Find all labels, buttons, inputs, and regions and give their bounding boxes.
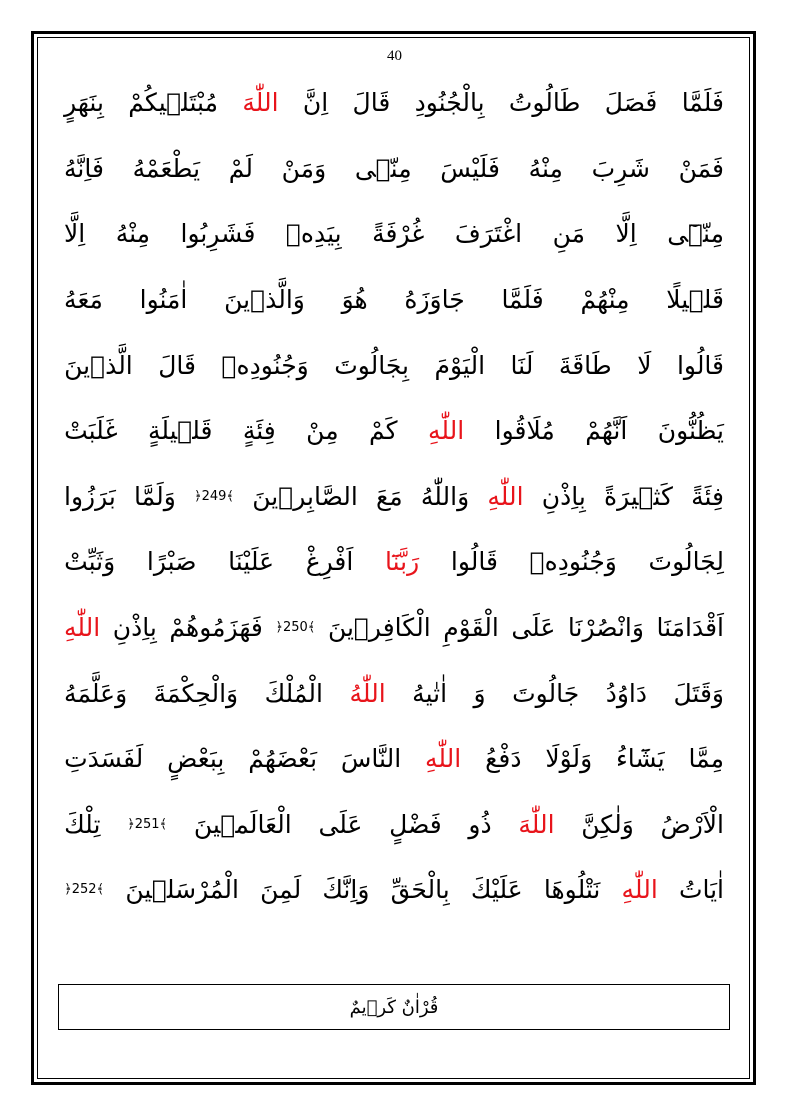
- word: عَلَيْنَا: [228, 547, 275, 577]
- word: جَاوَزَهُ: [404, 285, 465, 315]
- word: اللّٰهَ: [518, 809, 555, 839]
- word: لَا: [637, 350, 652, 380]
- word: اللّٰهُ: [349, 678, 386, 708]
- word: فَلَمَّا: [681, 88, 724, 118]
- word: بِجَالُوتَ: [334, 350, 410, 380]
- word: مَعَ: [375, 481, 403, 511]
- word: اٰمَنُوا: [139, 285, 188, 315]
- word: وَمَنْ: [281, 153, 327, 183]
- text-line: [64, 464, 724, 530]
- word: مَنِ: [552, 219, 586, 249]
- word: فِئَةٍ: [242, 416, 276, 446]
- word: مَعَهُ: [64, 285, 103, 315]
- word: بِالْحَقِّ: [390, 875, 450, 905]
- text-line: [64, 201, 724, 267]
- word: وَ: [473, 678, 486, 708]
- word: لَفَسَدَتِ: [64, 744, 144, 774]
- text-line: [64, 267, 724, 333]
- word: نَتْلُوهَا: [543, 875, 601, 905]
- word: وَلَوْلَا: [545, 744, 593, 774]
- word: بِالْجُنُودِ: [414, 88, 485, 118]
- word: قَالُوا: [450, 547, 498, 577]
- word: شَرِبَ: [591, 153, 650, 183]
- word: اِنَّ: [302, 88, 329, 118]
- word: بِاِذْنِ: [541, 481, 586, 511]
- word: الصَّابِرٖينَ: [252, 481, 358, 511]
- word: اِلَّا: [615, 219, 637, 249]
- word: كَمْ: [369, 416, 398, 446]
- word: الَّذٖينَ: [64, 350, 133, 380]
- word: يَطْعَمْهُ: [132, 153, 201, 183]
- word: قَلٖيلًا: [666, 285, 724, 315]
- word: اِلَّا: [64, 219, 86, 249]
- word: بِنَهَرٍ: [64, 88, 104, 118]
- word: يَشَٓاءُ: [616, 744, 665, 774]
- word: غُرْفَةً: [372, 219, 425, 249]
- word: مِنْهُ: [115, 219, 151, 249]
- word: وَاللّٰهُ: [420, 481, 470, 511]
- word: بِبَعْضٍ: [167, 744, 225, 774]
- word: لَمِنَ: [260, 875, 302, 905]
- word: دَاوُدُ: [605, 678, 647, 708]
- word: لَمْ: [228, 153, 253, 183]
- word: مِمَّا: [688, 744, 724, 774]
- word: اللّٰهَ: [242, 88, 279, 118]
- word: يَظُنُّونَ: [657, 416, 724, 446]
- text-line: [64, 726, 724, 792]
- word: اَقْدَامَنَا: [656, 613, 724, 643]
- word: وَالْحِكْمَةَ: [153, 678, 239, 708]
- word: وَاِنَّكَ: [322, 875, 370, 905]
- word: وَعَلَّمَهُ: [64, 678, 128, 708]
- word: طَاقَةَ: [558, 350, 612, 380]
- word: اٰيَاتُ: [678, 875, 724, 905]
- word: اللّٰهِ: [487, 481, 524, 511]
- word: دَفْعُ: [485, 744, 522, 774]
- text-line: [64, 595, 724, 661]
- page-number: 40: [387, 48, 402, 64]
- word: الْمُلْكَ: [264, 678, 323, 708]
- text-line: [64, 529, 724, 595]
- word: فَصَلَ: [604, 88, 658, 118]
- word: وَلٰكِنَّ: [581, 809, 634, 839]
- verse-number-marker: ﴾250﴿: [275, 620, 316, 636]
- word: مِنّٖٓى: [667, 219, 724, 249]
- word: الْاَرْضُ: [660, 809, 724, 839]
- quran-text-block: [64, 70, 724, 923]
- word: عَلَى: [511, 613, 556, 643]
- word: اٰتٰيهُ: [412, 678, 448, 708]
- word: الْعَالَمٖينَ: [193, 809, 292, 839]
- word: فَهَزَمُوهُمْ: [169, 613, 263, 643]
- text-line: [64, 136, 724, 202]
- text-line: [64, 70, 724, 136]
- word: مِنّٖى: [354, 153, 412, 183]
- word: وَانْصُرْنَا: [567, 613, 644, 643]
- word: هُوَ: [341, 285, 368, 315]
- word: فَلَيْسَ: [440, 153, 500, 183]
- word: وَثَبِّتْ: [64, 547, 116, 577]
- word: اللّٰهِ: [621, 875, 658, 905]
- word: اَنَّهُمْ: [585, 416, 628, 446]
- word: عَلَى: [318, 809, 363, 839]
- word: كَثٖيرَةً: [604, 481, 673, 511]
- text-line: [64, 660, 724, 726]
- word: مِنْهُ: [528, 153, 563, 183]
- word: وَلَمَّا: [134, 481, 176, 511]
- word: النَّاسَ: [340, 744, 402, 774]
- word: غَلَبَتْ: [64, 416, 118, 446]
- word: ذُو: [468, 809, 492, 839]
- word: وَقَتَلَ: [673, 678, 724, 708]
- word: بَرَزُوا: [64, 481, 116, 511]
- word: الْيَوْمَ: [434, 350, 486, 380]
- word: صَبْرًا: [146, 547, 197, 577]
- word: رَبَّنَٓا: [385, 547, 420, 577]
- word: قَلٖيلَةٍ: [147, 416, 213, 446]
- word: جَالُوتَ: [512, 678, 580, 708]
- word: لِجَالُوتَ: [648, 547, 724, 577]
- word: وَالَّذٖينَ: [224, 285, 305, 315]
- text-line: [64, 398, 724, 464]
- word: قَالَ: [158, 350, 196, 380]
- word: تِلْكَ: [64, 809, 101, 839]
- text-line: [64, 792, 724, 858]
- word: اَفْرِغْ: [305, 547, 354, 577]
- word: مُبْتَلٖيكُمْ: [128, 88, 218, 118]
- word: مِنْ: [306, 416, 339, 446]
- word: بَعْضَهُمْ: [248, 744, 318, 774]
- word: فَضْلٍ: [389, 809, 442, 839]
- word: فَشَرِبُوا: [180, 219, 256, 249]
- word: مِنْهُمْ: [580, 285, 630, 315]
- word: فِئَةً: [691, 481, 724, 511]
- word: فَاِنَّهُ: [64, 153, 104, 183]
- word: اغْتَرَفَ: [454, 219, 523, 249]
- verse-number-marker: ﴾252﴿: [64, 882, 105, 898]
- word: قَالُوا: [676, 350, 724, 380]
- text-line: [64, 332, 724, 398]
- word: اللّٰهِ: [427, 416, 465, 446]
- word: الْكَافِرٖينَ: [327, 613, 431, 643]
- word: مُلَاقُوا: [494, 416, 555, 446]
- word: لَنَا: [510, 350, 534, 380]
- verse-number-marker: ﴾249﴿: [193, 488, 235, 504]
- word: اللّٰهِ: [425, 744, 462, 774]
- word: فَلَمَّا: [501, 285, 544, 315]
- word: اللّٰهِ: [64, 613, 101, 643]
- word: بِيَدِهٖ: [285, 219, 342, 249]
- verse-number-marker: ﴾251﴿: [127, 816, 168, 832]
- text-line: [64, 857, 724, 923]
- word: فَمَنْ: [678, 153, 724, 183]
- word: الْمُرْسَلٖينَ: [125, 875, 239, 905]
- word: وَجُنُودِهٖ: [221, 350, 309, 380]
- word: عَلَيْكَ: [470, 875, 523, 905]
- footer-box: [58, 984, 730, 1030]
- word: الْقَوْمِ: [443, 613, 499, 643]
- footer-title: قُرْاٰنٌ كَرٖيمٌ: [349, 996, 439, 1018]
- word: قَالَ: [352, 88, 391, 118]
- word: طَالُوتُ: [508, 88, 581, 118]
- word: وَجُنُودِهٖ: [529, 547, 617, 577]
- word: بِاِذْنِ: [112, 613, 157, 643]
